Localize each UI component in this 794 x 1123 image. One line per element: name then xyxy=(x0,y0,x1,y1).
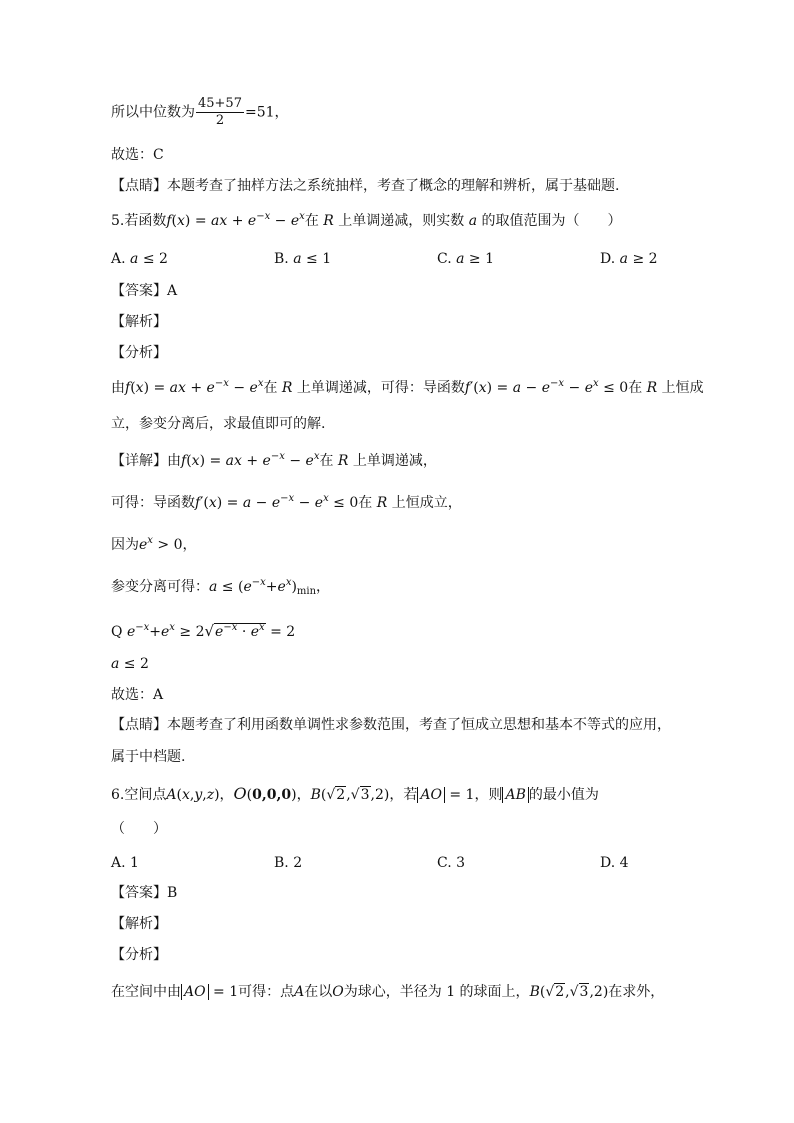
option-5d: D. a ≥ 2 xyxy=(600,251,658,267)
text-span: ， xyxy=(219,787,234,803)
text-span: 由 xyxy=(111,380,125,396)
text-span: 可得：点 xyxy=(238,984,295,1000)
comment-5: 【点睛】本题考查了利用函数单调性求参数范围，考查了恒成立思想和基本不等式的应用， xyxy=(111,717,671,733)
fenxi-text-5: 由f(x) = ax + $e^{-x} - e^x$在 R 上单调递减，可得：导函数$f'(x) = a - e^{-x} - e^x \le 0$在 R 上恒成 xyxy=(111,378,704,396)
analysis-heading-6: 【解析】 xyxy=(111,916,167,932)
option-label: A. xyxy=(111,251,126,267)
text-span: 在 xyxy=(319,453,334,469)
fraction-numerator: 45+57 xyxy=(198,96,242,111)
question-6-paren: （ ） xyxy=(111,821,167,837)
text-span: 参变分离可得： xyxy=(111,579,209,595)
analysis-heading-5: 【解析】 xyxy=(111,314,167,330)
math-expr: f xyxy=(166,213,172,229)
answer-6: 【答案】B xyxy=(111,885,178,901)
text-span: ， xyxy=(296,787,311,803)
text-span: 在 xyxy=(263,380,278,396)
text-span: 5.若函数 xyxy=(111,213,167,229)
question-6: 6.空间点A(x,y,z)，O(0,0,0)，B(√2,√3,2)，若 AO = 1，则 AB 的最小值为 xyxy=(111,784,599,803)
text-span: 为球心，半径为 1 的球面上， xyxy=(343,984,530,1000)
answer-choice-line: 故选：C xyxy=(111,147,164,163)
fraction-denominator: 2 xyxy=(215,113,225,128)
comment-line: 【点睛】本题考查了抽样方法之系统抽样，考查了概念的理解和辨析，属于基础题. xyxy=(111,178,620,194)
text-span: 上单调递减，可得：导函数 xyxy=(296,380,465,396)
option-6c: C. 3 xyxy=(437,855,466,871)
option-6b: B. 2 xyxy=(274,855,303,871)
text-span: ， xyxy=(316,579,331,595)
result-line: a ≤ 2 xyxy=(111,656,149,672)
question-5: 5.若函数f(x) = ax + $e^{-x} - e^x$在 R 上单调递减，则实数 a 的取值范围为（ ） xyxy=(111,211,622,229)
option-label: C. xyxy=(437,251,452,267)
text-span: 6.空间点 xyxy=(111,787,167,803)
option-label: B. xyxy=(274,251,289,267)
separation-line: 参变分离可得：$a \le (e^{-x}+e^x)_{min}$， xyxy=(111,577,331,597)
answer-choice-5: 故选：A xyxy=(111,687,164,703)
positive-exp-line: 因为$e^x > 0$， xyxy=(111,535,197,553)
text-span: ， xyxy=(182,537,197,553)
text-span: 上单调递减，则实数 xyxy=(338,213,465,229)
derivative-line: 可得：导函数$f'(x) = a - e^{-x} - e^x \le 0$在 R 上恒成立， xyxy=(111,493,462,511)
text-span: 的最小值为 xyxy=(528,787,599,803)
fenxi-heading-6: 【分析】 xyxy=(111,947,167,963)
answer-5: 【答案】A xyxy=(111,283,178,299)
option-5a: A. a ≤ 2 xyxy=(111,251,168,267)
text-span: 因为 xyxy=(111,537,139,553)
text-span: 可得：导函数 xyxy=(111,495,195,511)
text-span: 在以 xyxy=(304,984,333,1000)
text-span: 的取值范围为（ ） xyxy=(481,213,622,229)
option-5b: B. a ≤ 1 xyxy=(274,251,332,267)
text-span: 上恒成立， xyxy=(391,495,462,511)
text-span: 上单调递减， xyxy=(352,453,437,469)
text-span: 在空间中由 xyxy=(111,984,181,1000)
fenxi-text-6: 在空间中由 AO = 1可得：点A在以O为球心，半径为 1 的球面上，B(√2,√3,2)在求外， xyxy=(111,984,665,1000)
text-span: =51， xyxy=(244,104,289,121)
text-span: 所以中位数为 xyxy=(111,104,195,121)
text-span: ，若 xyxy=(389,787,418,803)
text-span: ，则 xyxy=(474,787,503,803)
inequality-line: Q $e^{-x}+e^x \ge 2√e^{-x} \cdot e^x = 2$ xyxy=(111,622,296,640)
detail-5: 【详解】由f(x) = ax + $e^{-x} - e^x$在 R 上单调递减， xyxy=(111,451,437,469)
option-label: D. xyxy=(600,251,616,267)
text-span: 在求外， xyxy=(608,984,665,1000)
comment-5-cont: 属于中档题. xyxy=(111,749,186,765)
option-6d: D. 4 xyxy=(600,855,629,871)
fenxi-heading-5: 【分析】 xyxy=(111,345,167,361)
text-span: 在 xyxy=(628,380,643,396)
text-span: 在 xyxy=(358,495,373,511)
option-5c: C. a ≥ 1 xyxy=(437,251,495,267)
text-span: 上恒成 xyxy=(661,380,704,396)
text-span: 【详解】由 xyxy=(111,453,181,469)
fraction xyxy=(196,96,244,129)
median-line xyxy=(111,96,289,129)
fenxi-text-5-cont: 立，参变分离后，求最值即可的解. xyxy=(111,416,326,432)
text-span: 在 xyxy=(304,213,319,229)
option-6a: A. 1 xyxy=(111,855,139,871)
